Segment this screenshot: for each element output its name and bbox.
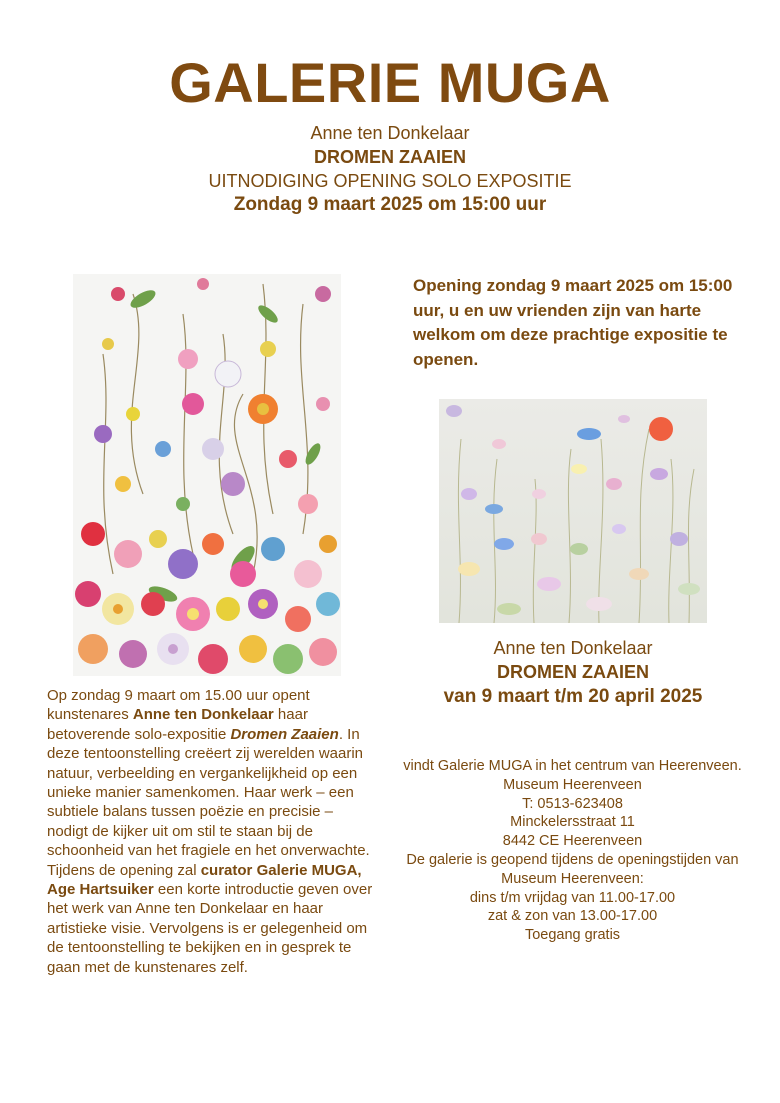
body-artist-name: Anne ten Donkelaar [132,706,274,724]
caption-show-title: DROMEN ZAAIEN [497,662,649,682]
body-p1-b: haar betoverende solo-expositie [47,706,308,743]
opening-announcement: Opening zondag 9 maart 2025 om 15:00 uur, u en uw vrienden zijn van harte welkom om deze prachtige expositie te openen. [413,276,733,369]
info-museum: Museum Heerenveen [503,776,642,793]
header-invitation: UITNODIGING OPENING SOLO EXPOSITIE [208,171,572,191]
body-p1-a: Op zondag 9 maart om 15.00 uur opent kunstenares [47,687,310,724]
body-curator: curator Galerie MUGA, Age Hartsuiker [47,861,362,899]
body-p1-c: . In deze tentoonstelling creëert zij werelden waarin natuur, verbeelding en vergankelijkheid op een unieke manier samenkomen. Haar werk – een subtiele balans tussen poëzie en precisie – nodigt de kijker uit om stil te staan bij de schoonheid van het fragiele en het onverwachte. [47,725,370,860]
artwork-image-left [73,274,341,676]
header-artist: Anne ten Donkelaar [310,123,470,143]
gallery-info [400,757,745,945]
info-location: vindt Galerie MUGA in het centrum van Heerenveen. [403,758,742,774]
caption-period: van 9 maart t/m 20 april 2025 [443,686,703,707]
info-phone: T: 0513-623408 [522,795,623,812]
body-p2-b: een korte introductie geven over het werk van Anne ten Donkelaar en haar artistieke visie. Vervolgens is er gelegenheid om de tentoonstelling te bekijken en in gesprek te gaan met de kunstenares zelf. [47,881,373,976]
info-street: Minckelersstraat 11 [510,814,635,831]
caption-artist: Anne ten Donkelaar [493,638,653,658]
body-show-title: Dromen Zaaien [230,725,339,743]
artwork-image-right [439,399,707,623]
body-p2-a: Tijdens de opening zal [47,861,201,879]
body-text [47,686,377,977]
info-hours-intro: De galerie is geopend tijdens de openingstijden van Museum Heerenveen: [406,851,739,887]
exhibition-caption [420,636,726,710]
header-block [0,121,780,217]
header-date: Zondag 9 maart 2025 om 15:00 uur [233,194,547,215]
header-show-title: DROMEN ZAAIEN [314,147,466,167]
info-hours-weekend: zat & zon van 13.00-17.00 [487,908,658,925]
info-hours-weekday: dins t/m vrijdag van 11.00-17.00 [469,889,676,906]
info-postal: 8442 CE Heerenveen [502,833,643,850]
info-admission: Toegang gratis [524,927,621,944]
page-title: GALERIE MUGA [169,51,611,114]
